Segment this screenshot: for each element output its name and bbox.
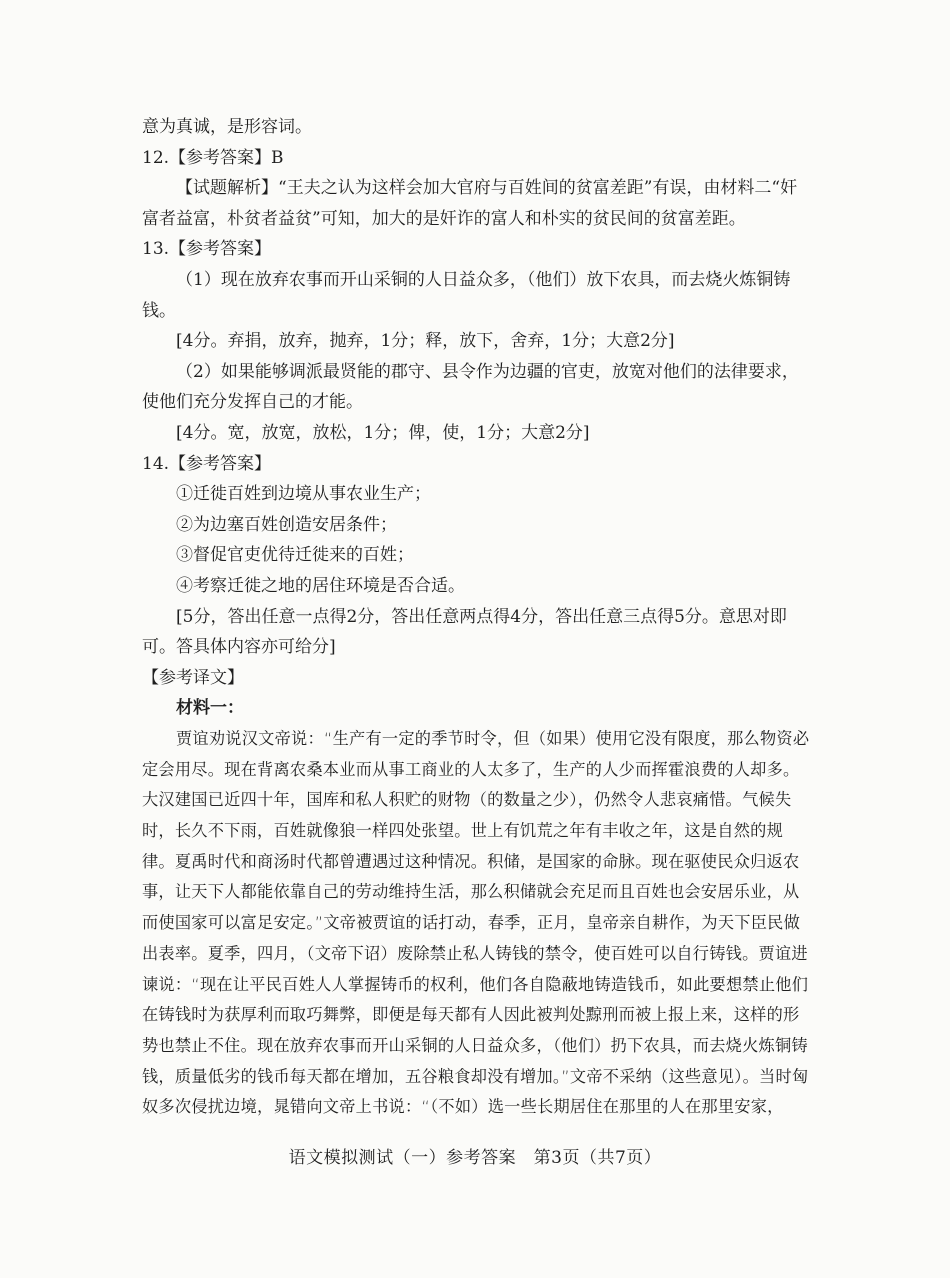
q14-point-2: ②为边塞百姓创造安居条件； — [176, 514, 397, 535]
translation-heading: 【参考译文】 — [142, 667, 244, 688]
q14-score: [5分，答出任意一点得2分，答出任意两点得4分，答出任意三点得5分。意思对即可。答具体内容亦可给分] — [142, 606, 787, 658]
q13-part2-score: [4分。宽，放宽，放松，1分；俾，使，1分；大意2分] — [176, 422, 590, 443]
translation-body: 贾谊劝说汉文帝说：“生产有一定的季节时令，但（如果）使用它没有限度，那么物资必定会用尽。现在背离农桑本业而从事工商业的人太多了，生产的人少而挥霍浪费的人却多。大汉建国已近四十年，国库和私人积贮的财物（的数量之少），仍然令人悲哀痛惜。气候失时，长久不下雨，百姓就像狼一样四处张望。世上有饥荒之年有丰收之年，这是自然的规律。夏禹时代和商汤时代都曾遭遇过这种情况。积储，是国家的命脉。现在驱使民众归返农事，让天下人都能依靠自己的劳动维持生活，那么积储就会充足而且百姓也会安居乐业，从而使国家可以富足安定。”文帝被贾谊的话打动，春季，正月，皇帝亲自耕作，为天下臣民做出表率。夏季，四月，（文帝下诏）废除禁止私人铸钱的禁令，使百姓可以自行铸钱。贾谊进谏说：“现在让平民百姓人人掌握铸币的权利，他们各自隐蔽地铸造钱币，如此要想禁止他们在铸钱时为获厚利而取巧舞弊，即便是每天都有人因此被判处黥刑而被上报上来，这样的形势也禁止不住。现在放弃农事而开山采铜的人日益众多，（他们）扔下农具，而去烧火炼铜铸钱，质量低劣的钱币每天都在增加，五谷粮食却没有增加。”文帝不采纳（这些意见）。当时匈奴多次侵扰边境，晁错向文帝上书说：“（不如）选一些长期居住在那里的人在那里安家， — [142, 728, 810, 1117]
q13-part1-score: [4分。弃捐，放弃，抛弃，1分；释，放下，舍弃，1分；大意2分] — [176, 331, 675, 352]
q12-answer: 12.【参考答案】B — [142, 147, 284, 168]
q14-answer: 14.【参考答案】 — [142, 453, 272, 474]
document-page — [142, 112, 810, 1123]
q12-analysis: 【试题解析】“王夫之认为这样会加大官府与百姓间的贫富差距”有误，由材料二“奸富者益富，朴贫者益贫”可知，加大的是奸诈的富人和朴实的贫民间的贫富差距。 — [142, 178, 798, 229]
line-continuation: 意为真诚，是形容词。 — [142, 117, 312, 137]
q14-point-4: ④考察迁徙之地的居住环境是否合适。 — [176, 575, 465, 596]
q13-part2: （2）如果能够调派最贤能的郡守、县令作为边疆的官吏，放宽对他们的法律要求，使他们充分发挥自己的才能。 — [142, 361, 799, 413]
q14-point-3: ③督促官吏优待迁徙来的百姓； — [176, 545, 414, 566]
q14-point-1: ①迁徙百姓到边境从事农业生产； — [176, 484, 431, 505]
material-one-heading: 材料一： — [176, 698, 244, 719]
q13-part1: （1）现在放弃农事而开山采铜的人日益众多，（他们）放下农具，而去烧火炼铜铸钱。 — [142, 269, 791, 321]
q13-answer: 13.【参考答案】 — [142, 239, 272, 260]
page-footer: 语文模拟测试（一）参考答案 第3页（共7页） — [288, 1148, 662, 1168]
